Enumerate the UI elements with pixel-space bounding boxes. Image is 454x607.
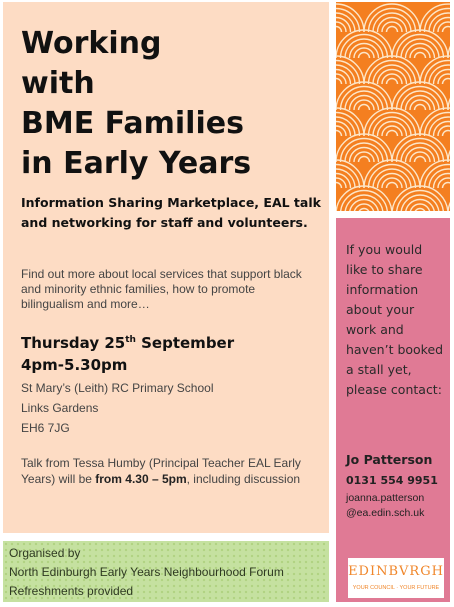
footer-panel bbox=[3, 541, 329, 602]
title-line: BME Families bbox=[21, 106, 244, 141]
arc-pattern bbox=[336, 2, 450, 211]
arc-stroke bbox=[443, 183, 451, 188]
title-line: in Early Years bbox=[21, 146, 252, 181]
organised-by: Organised by bbox=[9, 546, 81, 560]
contact-name: Jo Patterson bbox=[346, 452, 433, 467]
arc-stroke bbox=[359, 105, 370, 111]
talk-time: from 4.30 – 5pm bbox=[95, 472, 187, 486]
contact-email-domain: @ea.edin.sch.uk bbox=[346, 507, 425, 519]
date-day: Thursday 25 bbox=[21, 334, 126, 352]
date-ordinal: th bbox=[125, 335, 136, 345]
poster-title bbox=[21, 24, 321, 184]
logo-wordmark: EDINBVRGH bbox=[348, 564, 444, 579]
main-panel bbox=[3, 2, 329, 533]
arc-stroke bbox=[448, 30, 450, 58]
arc-stroke bbox=[415, 105, 426, 111]
arc-stroke bbox=[336, 186, 392, 211]
talk-text-end: , including discussion bbox=[186, 472, 301, 486]
talk-info bbox=[21, 455, 321, 487]
venue bbox=[21, 378, 321, 438]
arc-stroke bbox=[341, 139, 388, 162]
arc-stroke bbox=[397, 87, 444, 111]
arc-stroke bbox=[387, 27, 398, 33]
arc-stroke bbox=[397, 35, 444, 59]
arc-stroke bbox=[359, 157, 370, 163]
arc-stroke bbox=[369, 112, 416, 136]
arc-stroke bbox=[406, 200, 435, 212]
arc-stroke bbox=[443, 131, 451, 136]
contact-panel bbox=[336, 218, 450, 602]
arc-stroke bbox=[341, 35, 388, 58]
arc-stroke bbox=[387, 131, 398, 136]
arc-stroke bbox=[369, 164, 416, 188]
arc-stroke bbox=[415, 53, 426, 59]
arc-stroke bbox=[410, 204, 430, 211]
arc-stroke bbox=[387, 79, 398, 85]
event-date bbox=[21, 333, 321, 353]
refreshments-note: Refreshments provided bbox=[9, 584, 134, 598]
arc-stroke bbox=[336, 131, 342, 136]
arc-stroke bbox=[359, 53, 370, 59]
arc-stroke bbox=[336, 183, 342, 188]
arc-stroke bbox=[387, 183, 398, 188]
arc-stroke bbox=[415, 157, 426, 163]
arc-stroke bbox=[341, 87, 388, 110]
contact-email: joanna.patterson bbox=[346, 492, 425, 504]
arc-stroke bbox=[443, 27, 451, 33]
arc-stroke bbox=[392, 186, 448, 211]
arc-stroke bbox=[350, 200, 379, 212]
arc-stroke bbox=[336, 79, 342, 85]
edinburgh-logo bbox=[348, 558, 444, 598]
arc-stroke bbox=[397, 138, 444, 162]
arc-stroke bbox=[359, 209, 370, 212]
share-text: If you would like to share information about your work and haven’t booked a stall yet, please contact: bbox=[346, 242, 444, 397]
arc-stroke bbox=[336, 27, 342, 33]
title-line: Working bbox=[21, 26, 162, 61]
arc-stroke bbox=[354, 204, 374, 211]
arc-stroke bbox=[448, 186, 450, 211]
title-line: with bbox=[21, 66, 95, 101]
arc-stroke bbox=[448, 82, 450, 110]
organiser-name: North Edinburgh Early Years Neighbourhood Forum bbox=[9, 565, 284, 579]
decorative-pattern-panel bbox=[336, 2, 450, 211]
intro-text: Find out more about local services that support black and minority ethnic families, how to promote bilingualism and more… bbox=[21, 267, 302, 311]
arc-stroke bbox=[448, 134, 450, 162]
venue-line: EH6 7JG bbox=[21, 421, 70, 435]
arc-stroke bbox=[369, 60, 416, 84]
talk-text: Talk from Tessa Humby (Principal Teacher EAL Early Years) will be bbox=[21, 456, 301, 486]
venue-line: St Mary’s (Leith) RC Primary School bbox=[21, 381, 214, 395]
venue-line: Links Gardens bbox=[21, 401, 99, 415]
event-time: 4pm-5.30pm bbox=[21, 356, 128, 374]
arc-stroke bbox=[369, 8, 416, 32]
arc-stroke bbox=[443, 79, 451, 85]
contact-phone: 0131 554 9951 bbox=[346, 474, 438, 487]
arc-stroke bbox=[415, 209, 426, 212]
date-month: September bbox=[135, 334, 235, 352]
logo-tagline: YOUR COUNCIL · YOUR FUTURE bbox=[352, 585, 440, 591]
poster-subtitle: Information Sharing Marketplace, EAL talk and networking for staff and volunteers. bbox=[21, 195, 321, 230]
